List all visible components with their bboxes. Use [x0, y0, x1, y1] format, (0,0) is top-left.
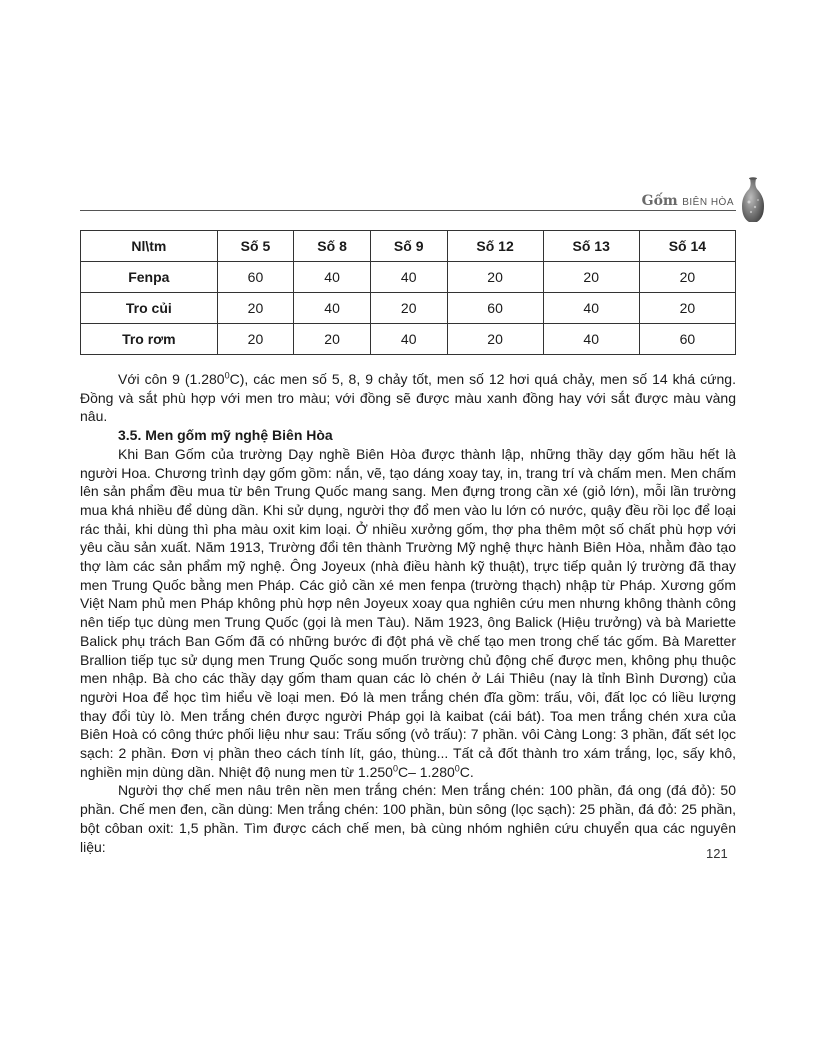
running-header-title: [642, 192, 734, 210]
page-number: 121: [706, 846, 728, 861]
table-cell: 40: [543, 293, 639, 324]
table-cell: 20: [639, 262, 735, 293]
table-cell: 20: [447, 262, 543, 293]
paragraph-cone9: [80, 370, 736, 426]
table-cell: 20: [217, 324, 294, 355]
superscript: 0: [454, 763, 460, 774]
text-run: Người thợ chế men nâu trên nền men trắng chén: Men trắng chén: 100 phần, đá ong (đá đỏ): 50 phần. Chế men đen, cần dùng: Men trắng chén: 100 phần, bùn sông (lọc sạch): 25 phần, đá đỏ: 25 phần, bột côban oxit: 1,5 phần. Tìm được cách chế men, bà cùng nhóm nghiên cứu chuyển qua các nguyên liệu:: [80, 782, 736, 855]
column-header: Số 14: [639, 231, 735, 262]
text-run: Với côn 9 (1.280: [118, 371, 225, 387]
body-text: [80, 370, 736, 856]
table-row: [81, 324, 736, 355]
table-cell: 20: [447, 324, 543, 355]
row-label: Fenpa: [81, 262, 218, 293]
heading-text: 3.5. Men gốm mỹ nghệ Biên Hòa: [118, 427, 333, 444]
table-cell: 40: [370, 262, 447, 293]
column-header: Số 12: [447, 231, 543, 262]
superscript: 0: [392, 763, 398, 774]
vase-icon: [740, 176, 766, 224]
table-cell: 20: [639, 293, 735, 324]
text-run: C.: [459, 763, 474, 780]
paragraph-history: [80, 445, 736, 782]
header-rule: [80, 210, 736, 211]
table-cell: 40: [294, 262, 371, 293]
row-label: Tro củi: [81, 293, 218, 324]
header-title-big: Gốm: [641, 193, 678, 209]
table-cell: 40: [543, 324, 639, 355]
text-run: C), các men số 5, 8, 9 chảy tốt, men số 12 hơi quá chảy, men số 14 khá cứng. Đồng và sắt phù hợp với men tro màu; với đồng sẽ được màu xanh đồng hay với sắt được màu vàng nâu.: [80, 371, 736, 425]
column-header: Số 5: [217, 231, 294, 262]
table-corner-cell: Nl\tm: [81, 231, 218, 262]
table-cell: 60: [447, 293, 543, 324]
table-cell: 40: [294, 293, 371, 324]
header-title-small: BIÊN HÒA: [682, 197, 734, 208]
column-header: Số 13: [543, 231, 639, 262]
text-run: C– 1.280: [397, 763, 455, 780]
text-run: Khi Ban Gốm của trường Dạy nghề Biên Hòa được thành lập, những thầy dạy gốm hầu hết là người Hoa. Chương trình dạy gốm gồm: nắn, vẽ, tạo dáng xoay tay, in, trang trí và chấm men. Men chấm lên sản phẩm đều mua từ bên Trung Quốc mang sang. Men đựng trong cần xé (giỏ lớn), mỗi lần trường mua khá nhiều để dùng dần. Khi sử dụng, người thợ đổ men vào lu lớn có nước, quậy đều rồi lọc để loại rác thải, khi dùng thì pha màu oxit kim loại. Ở nhiều xưởng gốm, thợ pha thêm một số chất phù hợp với yêu cầu sản xuất. Năm 1913, Trường đổi tên thành Trường Mỹ nghệ thực hành Biên Hòa, nhằm đào tạo thợ làm các sản phẩm mỹ nghệ. Ông Joyeux (nhà điều hành kỹ thuật), trực tiếp quản lý trường đã thay men Trung Quốc bằng men Pháp. Các giỏ cần xé men fenpa (trường thạch) nhập từ Pháp. Xương gốm Việt Nam phủ men Pháp không phù hợp nên Joyeux xoay qua nghiên cứu men nhưng không thành công nên tiếp tục dùng men Trung Quốc (gọi là men Tàu). Năm 1923, ông Balick (Hiệu trưởng) và bà Mariette Balick phụ trách Ban Gốm đã có những bước đi đột phá về chế tạo men trong chế tác gốm. Bà Maretter Brallion tiếp tục sử dụng men Trung Quốc song muốn trường chủ động chế được men, không phụ thuộc men nhập. Bà cho các thầy dạy gốm tham quan các lò chén ở Lái Thiêu (nay là tỉnh Bình Dương) của người Hoa để học tìm hiểu về loại men. Đó là men trắng chén đĩa gồm: trấu, vôi, đất lọc có liều lượng thay đổi tùy lò. Men trắng chén được người Pháp gọi là kaibat (cái bát). Toa men trắng chén xưa của Biên Hoà có công thức phối liệu như sau: Trấu sống (vỏ trấu): 7 phần. vôi Càng Long: 3 phần, đất sét lọc sạch: 2 phần. Đơn vị phần theo cách tính lít, gáo, thùng... Tất cả đốt thành tro xám trắng, lọc, sấy khô, nghiền mịn dùng dần. Nhiệt độ nung men từ 1.250: [80, 445, 736, 780]
column-header: Số 9: [370, 231, 447, 262]
running-header: [80, 178, 768, 212]
table-cell: 20: [543, 262, 639, 293]
row-label: Tro rơm: [81, 324, 218, 355]
superscript: 0: [224, 370, 230, 381]
glaze-composition-table: [80, 230, 736, 355]
table-cell: 40: [370, 324, 447, 355]
table-cell: 20: [217, 293, 294, 324]
table-row: [81, 293, 736, 324]
table-header-row: [81, 231, 736, 262]
table-cell: 20: [294, 324, 371, 355]
paragraph-brown-glaze: [80, 781, 736, 856]
section-heading: [80, 426, 736, 445]
table-cell: 60: [639, 324, 735, 355]
table-row: [81, 262, 736, 293]
table-cell: 20: [370, 293, 447, 324]
column-header: Số 8: [294, 231, 371, 262]
table-cell: 60: [217, 262, 294, 293]
